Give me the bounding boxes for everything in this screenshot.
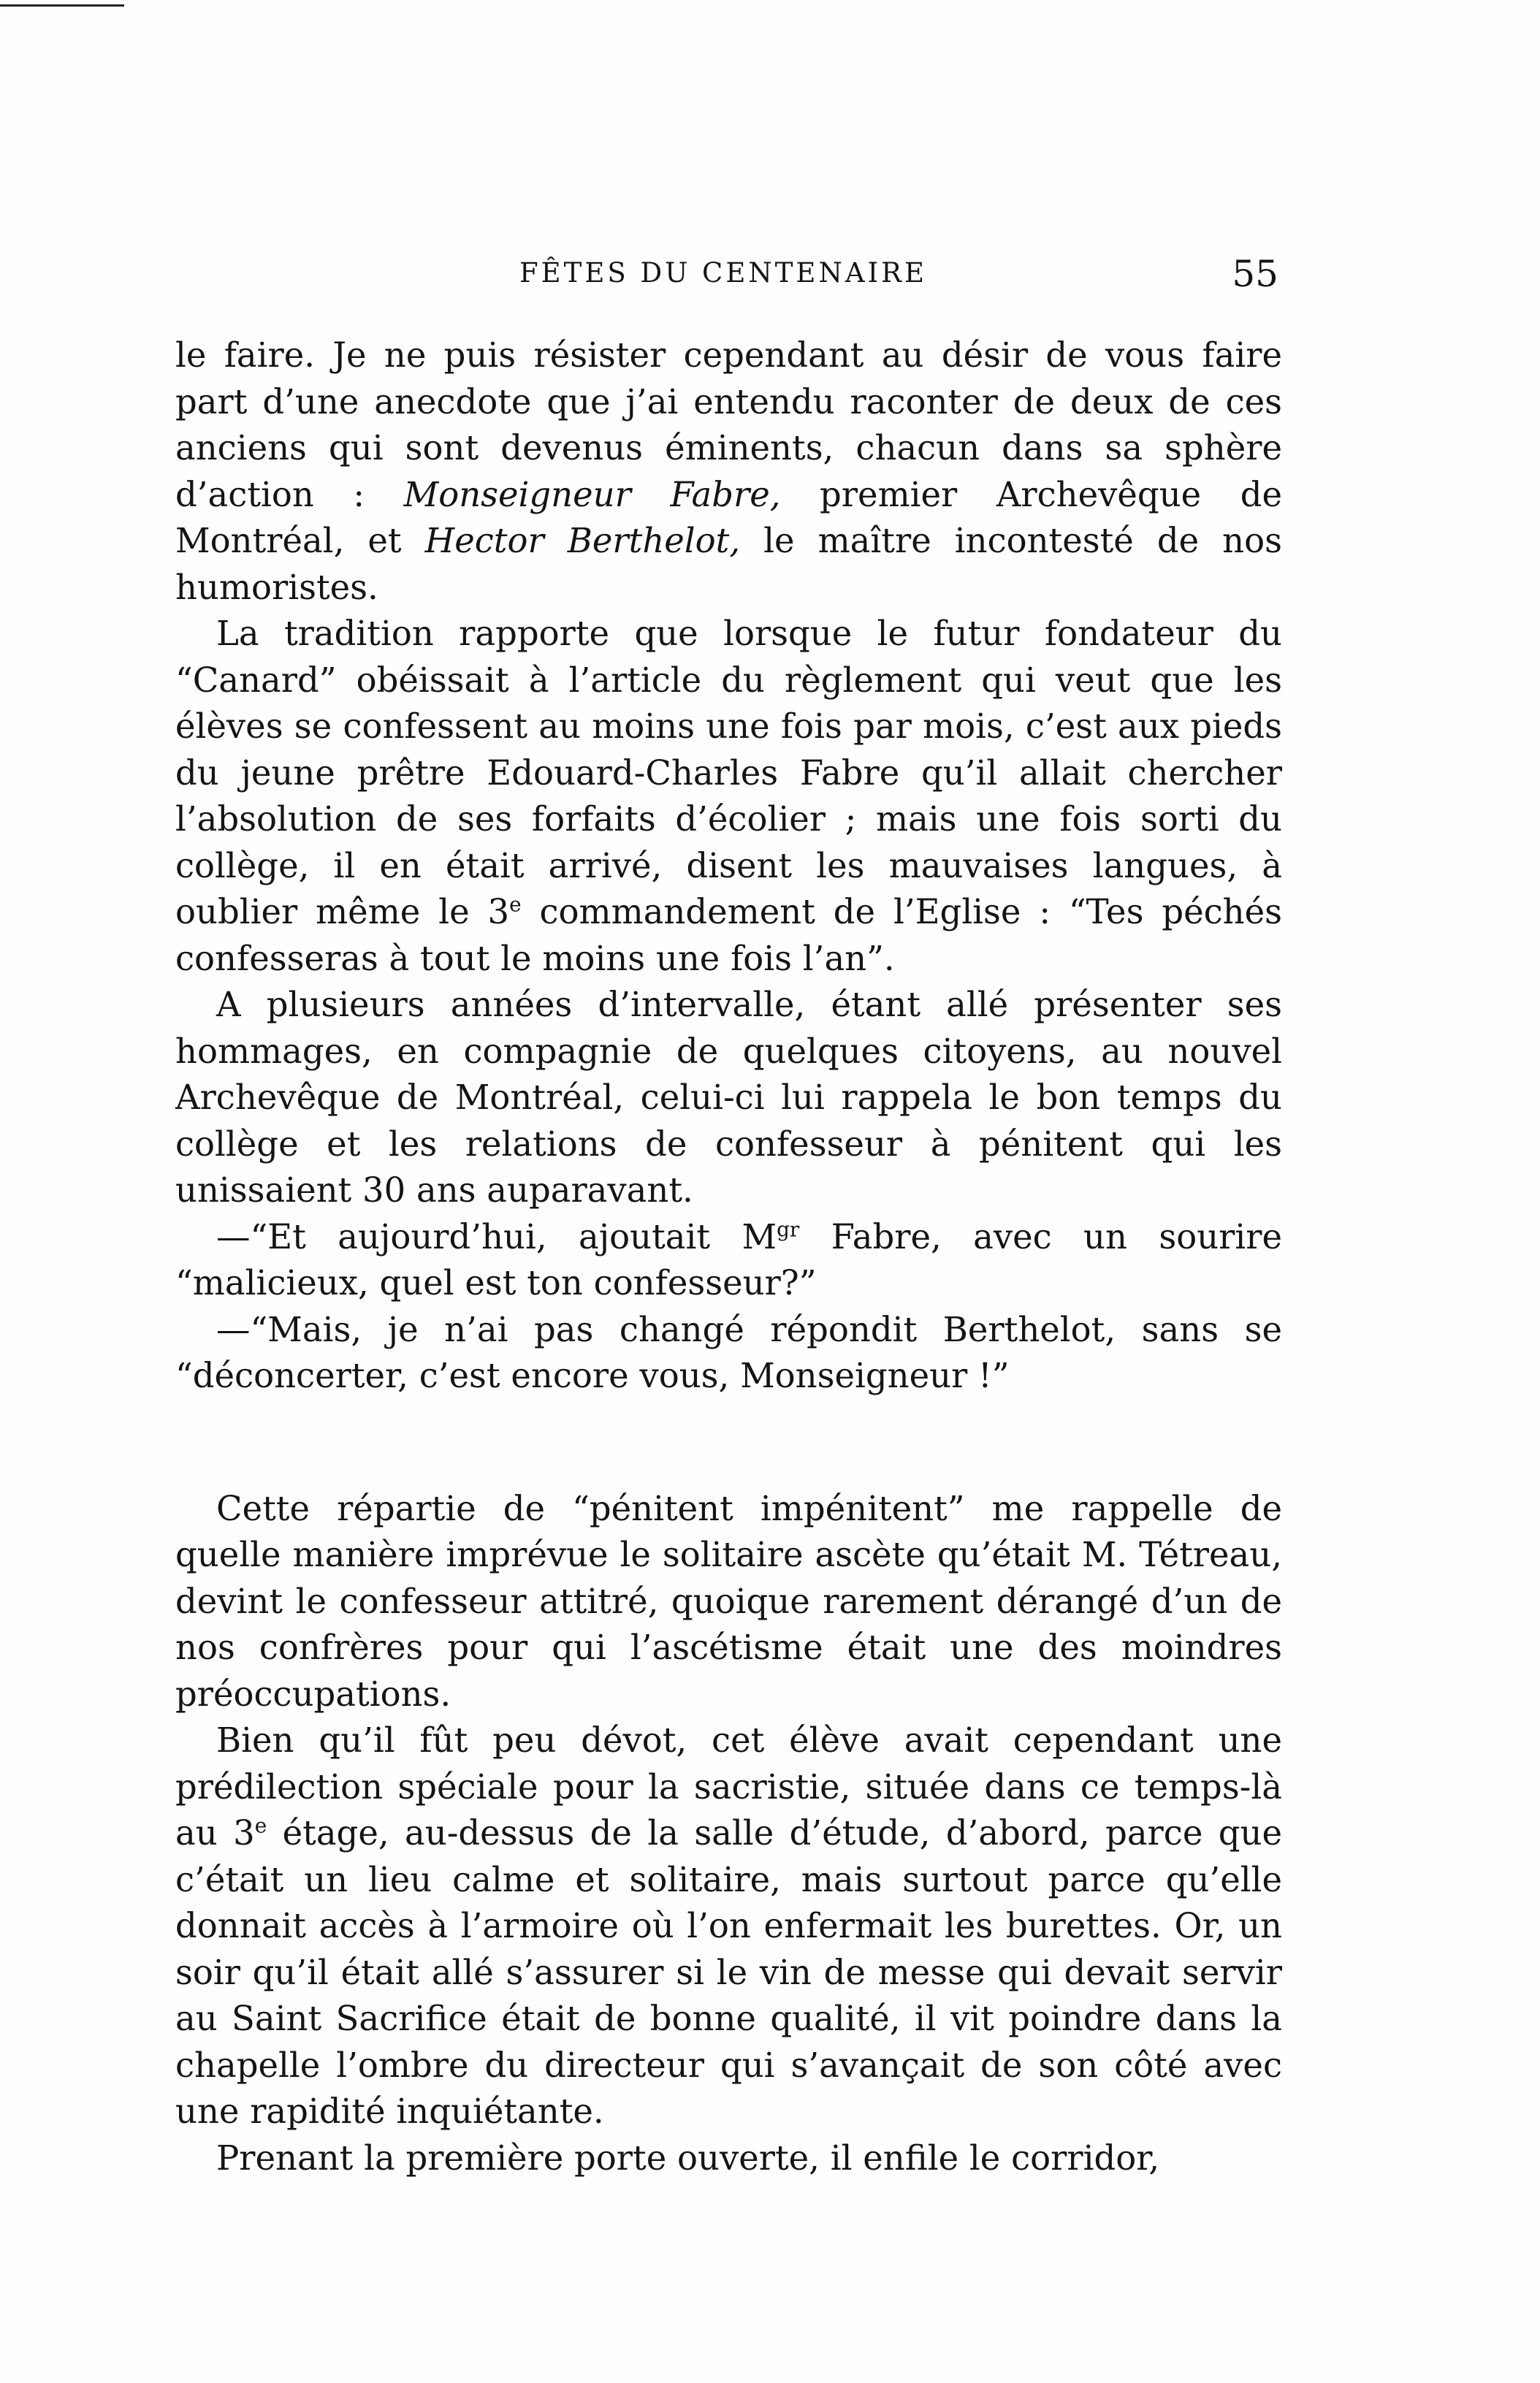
italic-name: Monseigneur Fabre, (403, 474, 781, 514)
text-run: le maître incontesté de nos humoristes. (175, 521, 1282, 607)
body-text (175, 332, 1282, 2181)
paragraph (175, 2135, 1282, 2182)
text-run: —“Et aujourd’hui, ajoutait M (216, 1216, 777, 1257)
paragraph (175, 1717, 1282, 2135)
text-run: étage, au-dessus de la salle d’étude, d’abord, parce que c’était un lieu calme et solitaire, mais surtout parce qu’elle donnait accès à l’armoire où l’on enfermait les burettes. Or, un soir qu’il était allé s’assurer si le vin de messe qui devait servir au Saint Sacrifice était de bonne qualité, il vit poindre dans la chapelle l’ombre du directeur qui s’avançait de son côté avec une rapidité inquiétante. (175, 1813, 1282, 2131)
paragraph (175, 611, 1282, 982)
text-run: —“Mais, je n’ai pas changé répondit Berthelot, sans se “déconcerter, c’est encore vous, Monseigneur !” (175, 1309, 1282, 1395)
section-break (175, 1400, 1282, 1486)
paragraph (175, 1214, 1282, 1307)
superscript: gr (777, 1216, 800, 1241)
superscript: e (254, 1813, 267, 1838)
text-run: le faire. Je ne puis résister cependant au désir de vous faire part d’une anecdote que j’ai entendu raconter de deux de ces anciens qui sont devenus éminents, chacun dans sa sphère d’action : (175, 335, 1282, 514)
running-head (175, 253, 1278, 301)
paragraph (175, 332, 1282, 611)
text-run: Fabre, avec un sourire “malicieux, quel est ton confesseur?” (175, 1216, 1282, 1303)
paragraph (175, 1486, 1282, 1718)
running-title: FÊTES DU CENTENAIRE (519, 257, 928, 289)
text-run: A plusieurs années d’intervalle, étant allé présenter ses hommages, en compagnie de quelques citoyens, au nouvel Archevêque de Montréal, celui-ci lui rappela le bon temps du collège et les relations de confesseur à pénitent qui les unissaient 30 ans auparavant. (175, 985, 1282, 1210)
text-run: Prenant la première porte ouverte, il enfile le corridor, (216, 2138, 1160, 2178)
text-run: commandement de l’Eglise : “Tes péchés confesseras à tout le moins une fois l’an”. (175, 892, 1282, 978)
text-run: Cette répartie de “pénitent impénitent” me rappelle de quelle manière imprévue le solitaire ascète qu’était M. Tétreau, devint le confesseur attitré, quoique rarement dérangé d’un de nos confrères pour qui l’ascétisme était une des moindres préoccupations. (175, 1488, 1282, 1714)
text-run: Bien qu’il fût peu dévot, cet élève avait cependant une prédilection spéciale pour la sacristie, située dans ce temps-là au 3 (175, 1720, 1282, 1853)
italic-name: Hector Berthelot, (424, 521, 741, 560)
scan-edge-rule (0, 4, 124, 7)
page-number: 55 (1232, 253, 1278, 295)
paragraph (175, 1307, 1282, 1400)
superscript: e (509, 892, 522, 917)
paragraph (175, 982, 1282, 1214)
text-run: premier Archevêque de Montréal, et (175, 474, 1283, 560)
text-run: La tradition rapporte que lorsque le futur fondateur du “Canard” obéissait à l’article du règlement qui veut que les élèves se confessent au moins une fois par mois, c’est aux pieds du jeune prêtre Edouard-Charles Fabre qu’il allait chercher l’absolution de ses forfaits d’écolier ; mais une fois sorti du collège, il en était arrivé, disent les mauvaises langues, à oublier même le 3 (175, 614, 1282, 931)
